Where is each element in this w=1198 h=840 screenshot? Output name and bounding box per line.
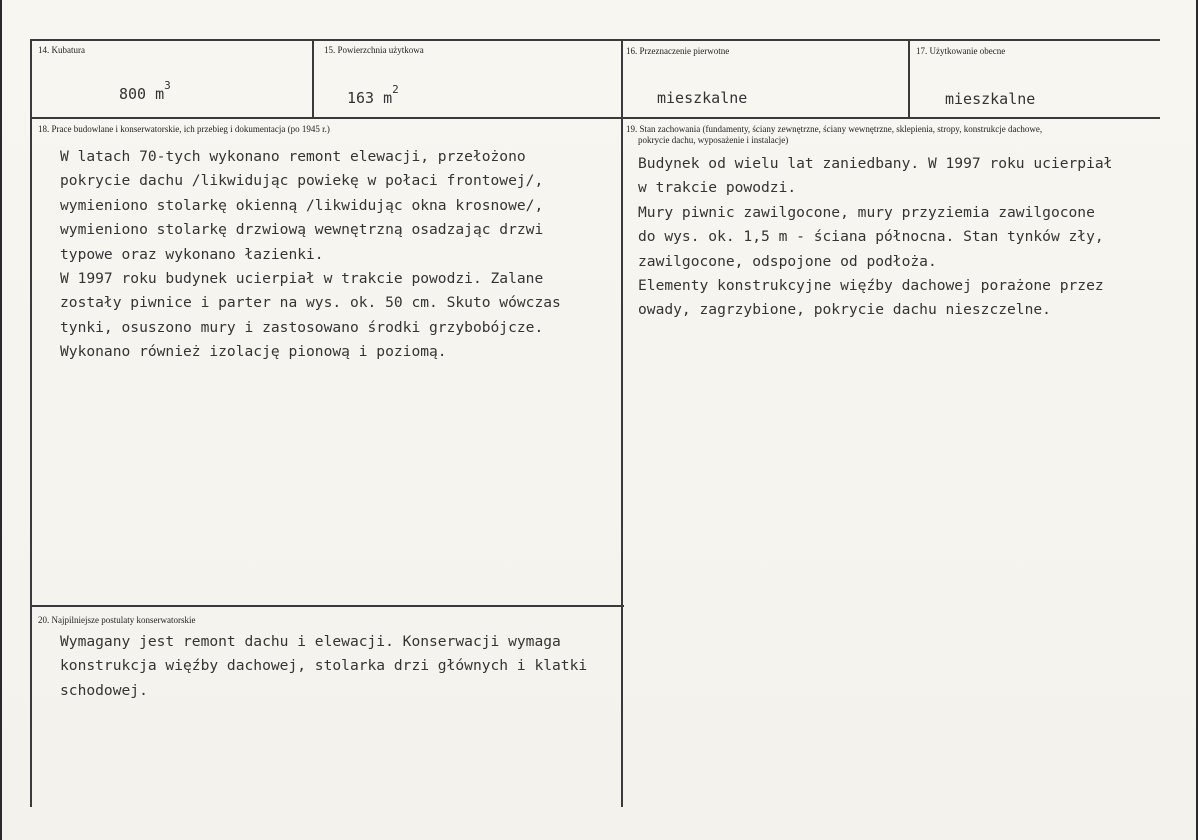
uzytkowanie-label: 17. Użytkowanie obecne xyxy=(916,46,1006,56)
przeznaczenie-value: mieszkalne xyxy=(657,89,748,107)
postulaty-line: konstrukcja więźby dachowej, stolarka drzi głównych i klatki xyxy=(60,657,588,675)
prace-label: 18. Prace budowlane i konserwatorskie, ich przebieg i dokumentacja (po 1945 r.) xyxy=(38,124,330,134)
kubatura-value xyxy=(119,79,171,103)
prace-line: Wykonano również izolację pionową i poziomą. xyxy=(60,343,447,361)
powierzchnia-exponent: 2 xyxy=(392,83,399,96)
stan-line: w trakcie powodzi. xyxy=(638,179,797,197)
stan-label-line2: pokrycie dachu, wyposażenie i instalacje) xyxy=(638,135,789,145)
powierzchnia-value xyxy=(347,83,399,107)
stan-line: Budynek od wielu lat zaniedbany. W 1997 roku ucierpiał xyxy=(638,155,1113,172)
kubatura-label: 14. Kubatura xyxy=(38,45,85,55)
postulaty-label: 20. Najpilniejsze postulaty konserwatorskie xyxy=(38,615,196,625)
prace-line: typowe oraz wykonano łazienki. xyxy=(60,245,324,263)
stan-text xyxy=(638,152,1112,323)
prace-line: zostały piwnice i parter na wys. ok. 50 cm. Skuto wówczas xyxy=(60,294,561,312)
postulaty-line: schodowej. xyxy=(60,681,148,699)
prace-line: tynki, osuszono mury i zastosowano środki grzybobójcze. xyxy=(60,318,544,336)
prace-text xyxy=(60,145,561,365)
prace-line: wymieniono stolarkę okienną /likwidując okna krosnowe/, xyxy=(60,196,544,214)
stan-line: do wys. ok. 1,5 m - ściana północna. Stan tynków zły, xyxy=(638,228,1104,246)
kubatura-number: 800 m xyxy=(119,85,165,103)
stan-line: owady, zagrzybione, pokrycie dachu nieszczelne. xyxy=(638,301,1051,319)
stan-line: Elementy konstrukcyjne więźby dachowej porażone przez xyxy=(638,277,1104,295)
postulaty-text xyxy=(60,630,587,703)
kubatura-exponent: 3 xyxy=(164,79,171,92)
left-rule xyxy=(30,39,32,807)
stan-line: Mury piwnic zawilgocone, mury przyziemia zawilgocone xyxy=(638,203,1095,221)
col-divider-1 xyxy=(312,39,314,119)
prace-line: wymieniono stolarkę drzwiową wewnętrzną osadzając drzwi xyxy=(60,221,544,239)
row-divider-2 xyxy=(30,605,624,607)
prace-line: W latach 70-tych wykonano remont elewacji, przełożono xyxy=(60,148,526,165)
powierzchnia-label: 15. Powierzchnia użytkowa xyxy=(324,45,424,55)
top-rule xyxy=(30,39,1160,41)
row-divider-1 xyxy=(30,117,1160,119)
prace-line: pokrycie dachu /likwidując powiekę w połaci frontowej/, xyxy=(60,172,544,190)
prace-line: W 1997 roku budynek ucierpiał w trakcie powodzi. Zalane xyxy=(60,270,544,288)
uzytkowanie-value: mieszkalne xyxy=(945,90,1036,108)
stan-label-line1: 19. Stan zachowania (fundamenty, ściany zewnętrzne, ściany wewnętrzne, sklepienia, stropy, konstrukcje dachowe, xyxy=(626,124,1043,134)
col-divider-2 xyxy=(621,39,623,807)
powierzchnia-number: 163 m xyxy=(347,89,393,107)
postulaty-line: Wymagany jest remont dachu i elewacji. Konserwacji wymaga xyxy=(60,633,561,650)
przeznaczenie-label: 16. Przeznaczenie pierwotne xyxy=(626,46,730,56)
col-divider-3 xyxy=(908,39,910,119)
stan-line: zawilgocone, odspojone od podłoża. xyxy=(638,252,937,270)
